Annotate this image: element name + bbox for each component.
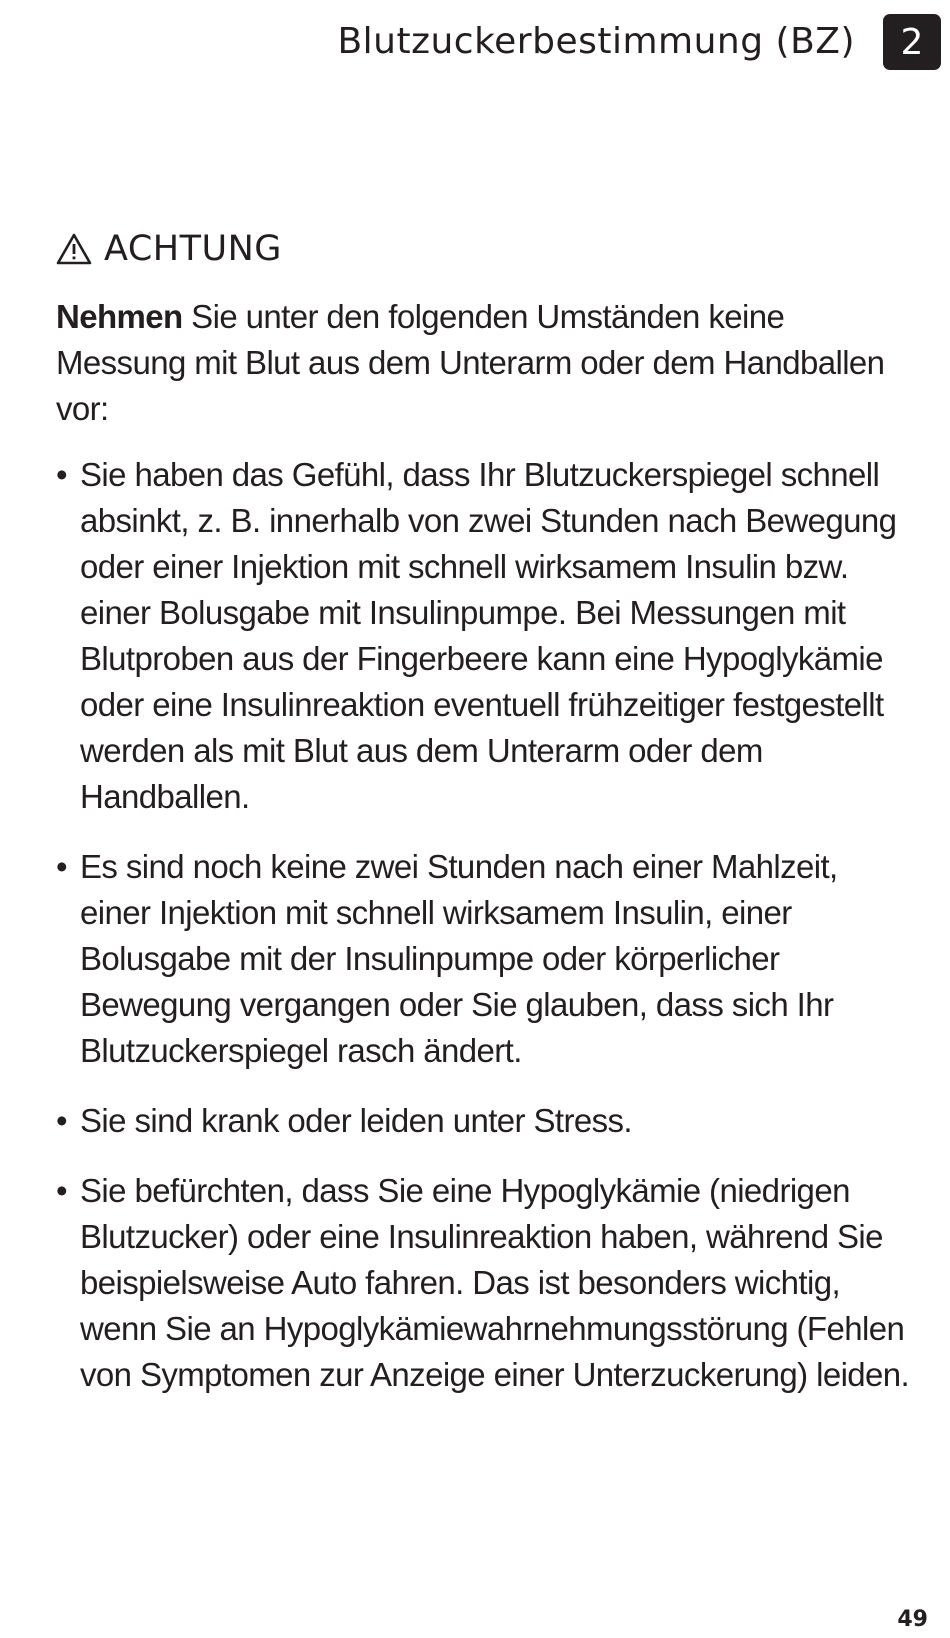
page-number: 49 (897, 1607, 928, 1632)
list-item-text: Sie haben das Gefühl, dass Ihr Blutzuckerspiegel schnell absinkt, z. B. innerhalb von zwei Stunden nach Bewegung oder einer Injektion mit schnell wirksamem Insulin bzw. einer Bolusgabe mit Insulinpumpe. Bei Messungen mit Blutproben aus der Fingerbeere kann eine Hypoglykämie oder eine Insulinreaktion eventuell frühzeitiger festgestellt werden als mit Blut aus dem Unterarm oder dem Handballen. (80, 456, 897, 815)
list-item (56, 1098, 916, 1144)
bullet-symbol: • (56, 848, 67, 885)
chapter-number-badge: 2 (883, 14, 941, 70)
bullet-symbol: • (56, 1172, 67, 1209)
warning-intro (56, 294, 916, 432)
list-item-text: Es sind noch keine zwei Stunden nach einer Mahlzeit, einer Injektion mit schnell wirksamem Insulin, einer Bolusgabe mit der Insulinpumpe oder körperlicher Bewegung vergangen oder Sie glauben, dass sich Ihr Blutzuckerspiegel rasch ändert. (80, 848, 838, 1069)
page-header (337, 14, 941, 70)
list-item (56, 1168, 916, 1398)
warning-intro-text: Sie unter den folgenden Umständen keine Messung mit Blut aus dem Unterarm oder dem Handballen vor: (56, 298, 885, 427)
warning-condition-list (56, 452, 916, 1398)
warning-block (56, 226, 936, 1422)
warning-intro-lead: Nehmen (56, 298, 183, 335)
list-item (56, 844, 916, 1074)
warning-heading (56, 226, 936, 272)
chapter-title: Blutzuckerbestimmung (BZ) (337, 21, 855, 62)
list-item-text: Sie sind krank oder leiden unter Stress. (80, 1102, 632, 1139)
warning-title: ACHTUNG (104, 229, 282, 269)
warning-triangle-icon (56, 233, 92, 265)
bullet-symbol: • (56, 1102, 67, 1139)
bullet-symbol: • (56, 456, 67, 493)
list-item (56, 452, 916, 820)
list-item-text: Sie befürchten, dass Sie eine Hypoglykämie (niedrigen Blutzucker) oder eine Insulinreaktion haben, während Sie beispielsweise Auto fahren. Das ist besonders wichtig, wenn Sie an Hypoglykämiewahrnehmungsstörung (Fehlen von Symptomen zur Anzeige einer Unterzuckerung) leiden. (80, 1172, 910, 1393)
